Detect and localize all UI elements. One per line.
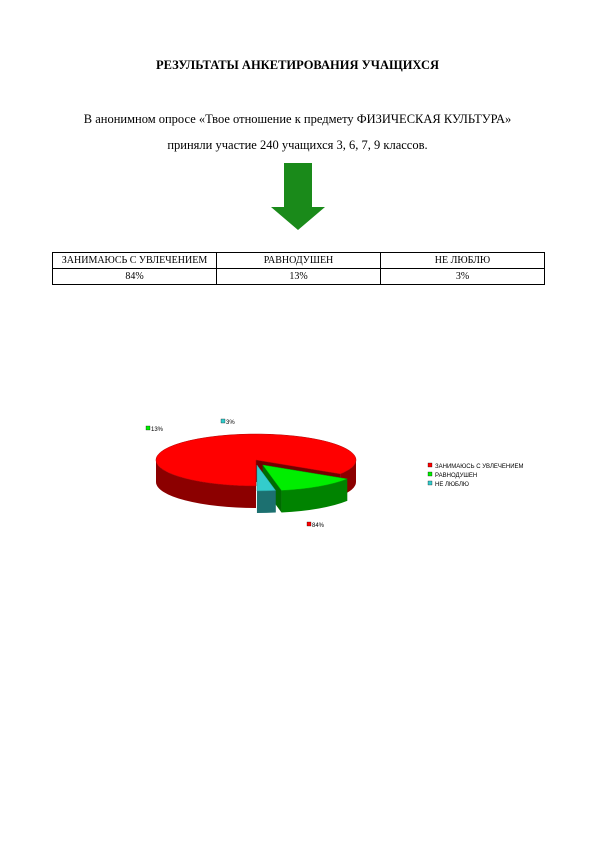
- pie-slices: [156, 434, 356, 513]
- page-title: РЕЗУЛЬТАТЫ АНКЕТИРОВАНИЯ УЧАЩИХСЯ: [155, 58, 440, 72]
- table-header-cell: ЗАНИМАЮСЬ С УВЛЕЧЕНИЕМ: [53, 253, 217, 269]
- legend: [428, 463, 524, 488]
- data-label-swatch: [307, 522, 311, 526]
- data-label: 3%: [226, 420, 235, 426]
- legend-swatch: [428, 463, 432, 467]
- results-table: [52, 252, 545, 285]
- data-label: 84%: [312, 523, 325, 529]
- legend-label: ЗАНИМАЮСЬ С УВЛЕЧЕНИЕМ: [435, 464, 524, 470]
- table-cell: 3%: [381, 269, 545, 285]
- data-label: 13%: [151, 427, 164, 433]
- table-row: [53, 269, 545, 285]
- legend-label: НЕ ЛЮБЛЮ: [435, 482, 469, 488]
- table-header-row: [53, 253, 545, 269]
- legend-swatch: [428, 481, 432, 485]
- table-cell: 13%: [217, 269, 381, 285]
- data-label-swatch: [221, 419, 225, 423]
- legend-label: РАВНОДУШЕН: [435, 473, 478, 479]
- table-header-cell: РАВНОДУШЕН: [217, 253, 381, 269]
- table-cell: 84%: [53, 269, 217, 285]
- pie-chart: [60, 322, 540, 622]
- legend-swatch: [428, 472, 432, 476]
- down-arrow-icon: [270, 163, 326, 231]
- intro-line-1: В анонимном опросе «Твое отношение к предмету ФИЗИЧЕСКАЯ КУЛЬТУРА»: [83, 112, 512, 126]
- data-label-swatch: [146, 426, 150, 430]
- intro-line-2: приняли участие 240 учащихся 3, 6, 7, 9 классов.: [167, 138, 428, 152]
- table-header-cell: НЕ ЛЮБЛЮ: [381, 253, 545, 269]
